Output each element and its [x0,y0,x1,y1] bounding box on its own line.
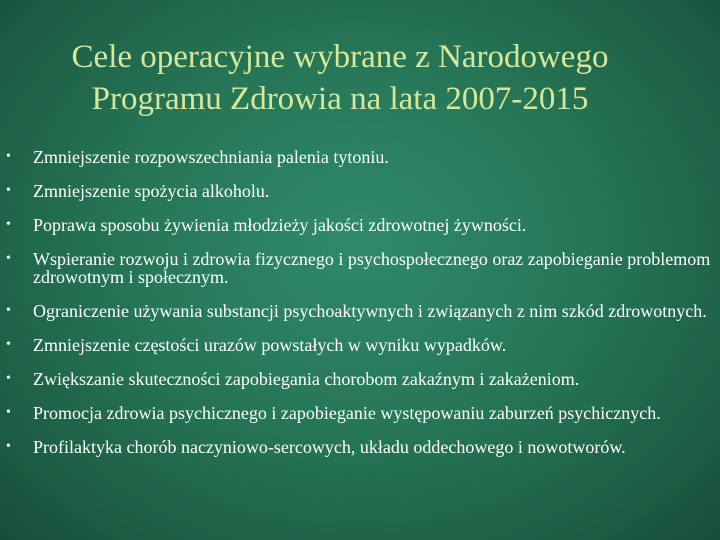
bullet-list [0,148,712,472]
bullet-item-substances [0,302,712,320]
bullet-text: Zmniejszenie spożycia alkoholu. [33,181,270,201]
bullet-item-nutrition [0,216,712,234]
bullet-item-development [0,250,712,286]
slide-title-line-1: Cele operacyjne wybrane z Narodowego [71,39,609,75]
bullet-dot-icon: • [6,439,11,454]
bullet-text: Zwiększanie skuteczności zapobiegania chorobom zakaźnym i zakażeniom. [33,369,580,389]
slide-title [20,36,660,120]
bullet-dot-icon: • [6,251,11,266]
bullet-item-injuries [0,336,712,354]
bullet-dot-icon: • [6,405,11,420]
bullet-text: Poprawa sposobu żywienia młodzieży jakości zdrowotnej żywności. [33,215,527,235]
bullet-dot-icon: • [6,217,11,232]
bullet-dot-icon: • [6,303,11,318]
bullet-dot-icon: • [6,183,11,198]
bullet-item-smoking [0,148,712,166]
bullet-text: Zmniejszenie rozpowszechniania palenia tytoniu. [33,147,389,167]
bullet-text: Ograniczenie używania substancji psychoaktywnych i związanych z nim szkód zdrowotnych. [33,301,707,321]
bullet-item-infections [0,370,712,388]
bullet-text: Profilaktyka chorób naczyniowo-sercowych, układu oddechowego i nowotworów. [33,437,626,457]
slide-title-line-2: Programu Zdrowia na lata 2007-2015 [91,81,589,117]
bullet-dot-icon: • [6,337,11,352]
bullet-text: Promocja zdrowia psychicznego i zapobieganie występowaniu zaburzeń psychicznych. [33,403,661,423]
bullet-dot-icon: • [6,371,11,386]
bullet-text: Zmniejszenie częstości urazów powstałych w wyniku wypadków. [33,335,507,355]
bullet-item-alcohol [0,182,712,200]
bullet-text: Wspieranie rozwoju i zdrowia fizycznego i psychospołecznego oraz zapobieganie problemom zdrowotnym i społecznym. [33,249,711,287]
bullet-item-prevention [0,438,712,456]
bullet-item-mental-health [0,404,712,422]
bullet-dot-icon: • [6,149,11,164]
